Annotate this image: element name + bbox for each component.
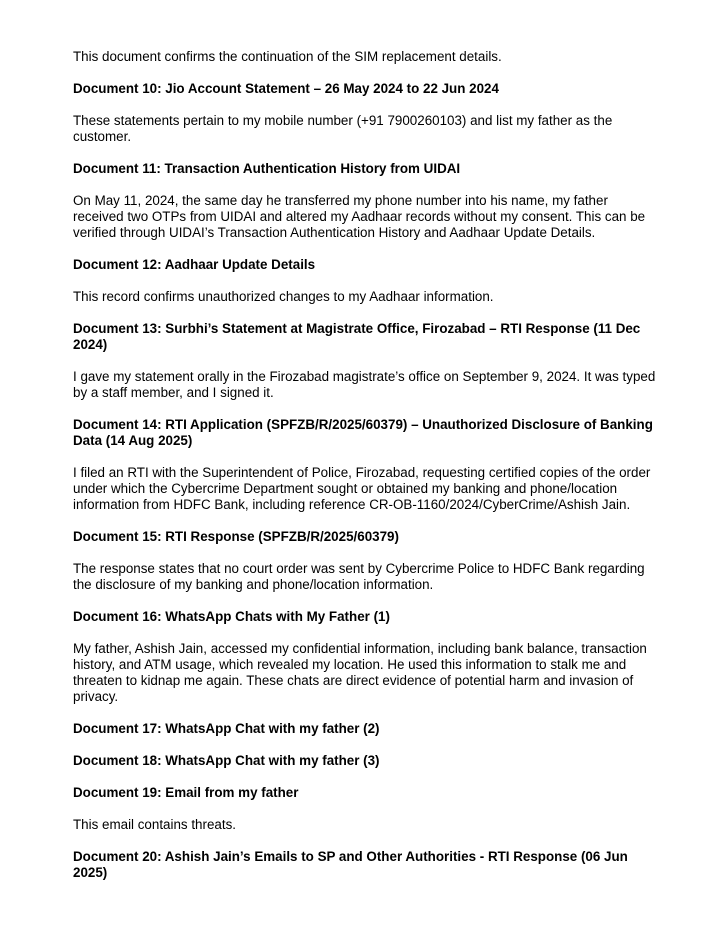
heading-document-10: Document 10: Jio Account Statement – 26 May 2024 to 22 Jun 2024 <box>73 81 499 96</box>
paragraph-document-12: This record confirms unauthorized changes to my Aadhaar information. <box>73 289 494 304</box>
paragraph-sim-continuation: This document confirms the continuation of the SIM replacement details. <box>73 49 502 64</box>
heading-document-14: Document 14: RTI Application (SPFZB/R/2025/60379) – Unauthorized Disclosure of Banking Data (14 Aug 2025) <box>73 417 653 448</box>
heading-document-16: Document 16: WhatsApp Chats with My Father (1) <box>73 609 390 624</box>
heading-document-18: Document 18: WhatsApp Chat with my father (3) <box>73 753 380 768</box>
paragraph-document-10: These statements pertain to my mobile number (+91 7900260103) and list my father as the customer. <box>73 113 613 144</box>
heading-document-15: Document 15: RTI Response (SPFZB/R/2025/60379) <box>73 529 399 544</box>
heading-document-13: Document 13: Surbhi’s Statement at Magistrate Office, Firozabad – RTI Response (11 Dec 2024) <box>73 321 641 352</box>
heading-document-17: Document 17: WhatsApp Chat with my father (2) <box>73 721 380 736</box>
paragraph-document-13: I gave my statement orally in the Firozabad magistrate’s office on September 9, 2024. It was typed by a staff member, and I signed it. <box>73 369 656 400</box>
paragraph-document-16: My father, Ashish Jain, accessed my confidential information, including bank balance, transaction history, and ATM usage, which revealed my location. He used this information to stalk me and threaten to kidnap me again. These chats are direct evidence of potential harm and invasion of privacy. <box>73 641 647 704</box>
paragraph-document-14: I filed an RTI with the Superintendent of Police, Firozabad, requesting certified copies of the order under which the Cybercrime Department sought or obtained my banking and phone/location information from HDFC Bank, including reference CR-OB-1160/2024/CyberCrime/Ashish Jain. <box>73 465 651 512</box>
paragraph-document-15: The response states that no court order was sent by Cybercrime Police to HDFC Bank regarding the disclosure of my banking and phone/location information. <box>73 561 645 592</box>
paragraph-document-19: This email contains threats. <box>73 817 236 832</box>
heading-document-11: Document 11: Transaction Authentication History from UIDAI <box>73 161 461 176</box>
heading-document-20: Document 20: Ashish Jain’s Emails to SP and Other Authorities - RTI Response (06 Jun 2025) <box>73 849 628 880</box>
heading-document-12: Document 12: Aadhaar Update Details <box>73 257 316 272</box>
paragraph-document-11: On May 11, 2024, the same day he transferred my phone number into his name, my father received two OTPs from UIDAI and altered my Aadhaar records without my consent. This can be verified through UIDAI’s Transaction Authentication History and Aadhaar Update Details. <box>73 193 646 240</box>
heading-document-19: Document 19: Email from my father <box>73 785 299 800</box>
